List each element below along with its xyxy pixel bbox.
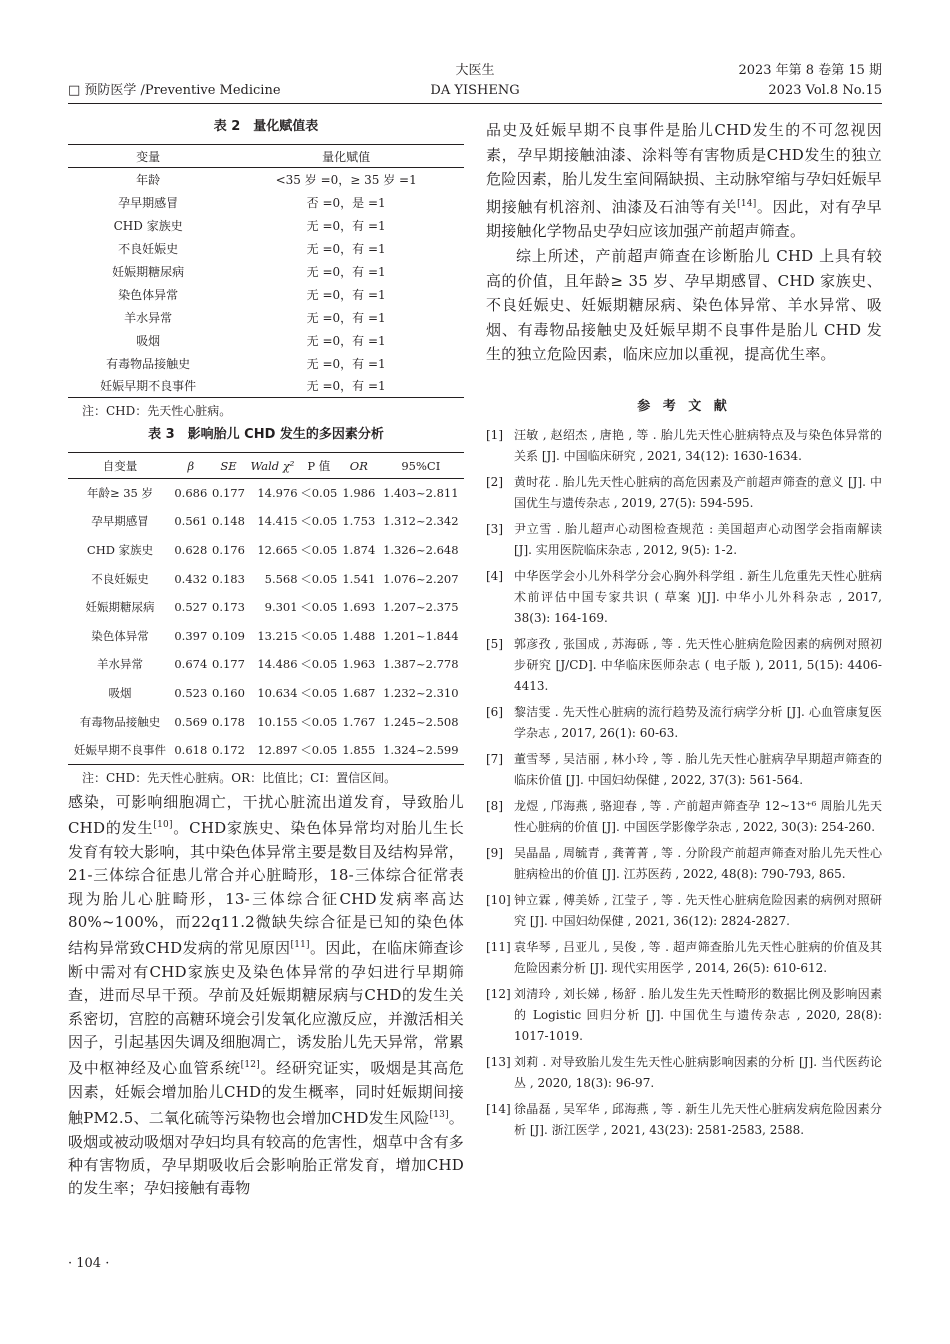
reference-number: [13] xyxy=(486,1054,511,1069)
table-cell: <35 岁 =0，≥ 35 岁 =1 xyxy=(275,172,417,187)
table-row xyxy=(68,507,464,536)
table-cell: ＜0.05 xyxy=(300,542,338,557)
table-row xyxy=(68,650,464,679)
table-cell: 0.109 xyxy=(212,628,245,643)
table-cell: 1.312~2.342 xyxy=(383,514,459,529)
table-cell: 1.687 xyxy=(342,685,376,700)
table-cell: 0.674 xyxy=(174,657,208,672)
body-text: 感染，可影响细胞凋亡，干扰心脏流出道发育，导致胎儿CHD的发生 xyxy=(68,792,464,838)
table-cell: 妊娠早期不良事件 xyxy=(68,736,172,765)
table-cell: 12.897 xyxy=(247,736,297,765)
table-cell: 染色体异常 xyxy=(118,287,179,302)
header-rule xyxy=(68,103,882,104)
table-row xyxy=(68,621,464,650)
table-row xyxy=(68,679,464,708)
table-cell: 0.172 xyxy=(210,736,248,765)
reference-number: [4] xyxy=(486,568,503,583)
body-text: 。因此，在临床筛查诊断中需对有CHD家族史及染色体异常的孕妇进行早期筛查，进而尽早干预。孕前及妊娠期糖尿病与CHD的发生关系密切，宫腔的高糖环境会引发氧化应激反应，并激活相关因子，引起基因失调及细胞凋亡，诱发胎儿先天异常，常累及中枢神经及心血管系统 xyxy=(68,939,464,1078)
reference-number: [12] xyxy=(486,986,511,1001)
table-cell: 无 =0，有 =1 xyxy=(306,264,386,279)
table-cell: 0.177 xyxy=(212,657,245,672)
table-cell: 0.397 xyxy=(174,628,208,643)
reference-item xyxy=(486,984,882,1047)
reference-text: 郭彦孜 , 张国成 , 苏海砾 , 等 . 先天性心脏病危险因素的病例对照初步研究 [J/CD]. 中华临床医师杂志 ( 电子版 ), 2011, 5(15): 4406-4413. xyxy=(514,636,882,693)
table-cell: 13.215 xyxy=(257,628,298,643)
table-cell: 染色体异常 xyxy=(91,628,149,643)
table-cell: 14.415 xyxy=(257,514,298,529)
reference-text: 袁华琴 , 吕亚儿 , 吴俊 , 等 . 超声筛查胎儿先天性心脏病的价值及其危险因素分析 [J]. 现代实用医学 , 2014, 26(5): 610-612. xyxy=(514,939,882,975)
issue-en: 2023 Vol.8 No.15 xyxy=(768,83,882,98)
table2-note: 注：CHD：先天性心脏病。 xyxy=(82,404,232,418)
table-cell: 1.232~2.310 xyxy=(383,685,459,700)
table-cell: 1.855 xyxy=(340,736,378,765)
table-cell: 不良妊娠史 xyxy=(118,241,179,256)
table-row xyxy=(68,329,464,352)
table3-header: 自变量 xyxy=(68,453,172,479)
table-cell: CHD 家族史 xyxy=(113,218,183,233)
table-cell: 羊水异常 xyxy=(97,657,143,672)
table-row xyxy=(68,593,464,622)
table-cell: 14.486 xyxy=(257,657,298,672)
table-cell: ＜0.05 xyxy=(300,657,338,672)
table-row xyxy=(68,564,464,593)
table-cell: 不良妊娠史 xyxy=(91,571,149,586)
reference-text: 黄时花 . 胎儿先天性心脏病的高危因素及产前超声筛查的意义 [J]. 中国优生与遗传杂志 , 2019, 27(5): 594-595. xyxy=(514,474,882,510)
reference-item xyxy=(486,937,882,979)
table-cell: 有毒物品接触史 xyxy=(79,714,161,729)
table-cell: 吸烟 xyxy=(108,685,132,700)
body-text: 。吸烟或被动吸烟对孕妇均具有较高的危害性，烟草中含有多种有害物质，孕早期吸收后会影响胎正常发育，增加CHD的发生率；孕妇接触有毒物 xyxy=(68,1109,465,1198)
body-text: 。CHD家族史、染色体异常均对胎儿生长发育有较大影响，其中染色体异常主要是数目及结构异常，21-三体综合征患儿常合并心脏畸形，18-三体综合征常表现为胎儿心脏畸形，13-三体综合征CHD发病率高达80%~100%，而22q11.2微缺失综合征是已知的染色体结构异常致CHD发病的常见原因 xyxy=(68,819,464,958)
table-cell: ＜0.05 xyxy=(300,514,338,529)
reference-item xyxy=(486,425,882,467)
table3-header: OR xyxy=(340,453,378,479)
table-cell: 0.527 xyxy=(174,600,208,615)
table3-title: 表 3 影响胎儿 CHD 发生的多因素分析 xyxy=(148,427,384,442)
table-cell: 0.173 xyxy=(212,600,245,615)
citation: [13] xyxy=(429,1110,449,1121)
table-cell: 14.976 xyxy=(257,486,298,501)
table-cell: 0.148 xyxy=(212,514,245,529)
table-cell: 无 =0，有 =1 xyxy=(306,218,386,233)
table-cell: CHD 家族史 xyxy=(86,542,154,557)
reference-text: 钟立霖 , 傅美娇 , 江莹子 , 等 . 先天性心脏病危险因素的病例对照研究 [J]. 中国妇幼保健 , 2021, 36(12): 2824-2827. xyxy=(514,892,882,928)
table-cell: 1.767 xyxy=(342,714,376,729)
table-cell: 孕早期感冒 xyxy=(91,514,149,529)
reference-number: [2] xyxy=(486,474,503,489)
table-cell: ＜0.05 xyxy=(300,714,338,729)
reference-number: [1] xyxy=(486,427,503,442)
table-row xyxy=(68,707,464,736)
table-cell: 0.628 xyxy=(174,542,208,557)
reference-item xyxy=(486,749,882,791)
table-cell: 1.874 xyxy=(342,542,376,557)
table3-header: β xyxy=(172,453,210,479)
table-cell: 1.753 xyxy=(342,514,376,529)
table-cell: 1.201~1.844 xyxy=(383,628,459,643)
table-cell: 1.403~2.811 xyxy=(383,486,459,501)
table-cell: 1.076~2.207 xyxy=(383,571,459,586)
left-body-paragraph xyxy=(68,791,464,1201)
citation: [12] xyxy=(240,1060,260,1071)
table-cell: 0.523 xyxy=(174,685,208,700)
reference-text: 黎洁雯 . 先天性心脏病的流行趋势及流行病学分析 [J]. 心血管康复医学杂志 , 2017, 26(1): 60-63. xyxy=(514,704,882,740)
reference-number: [9] xyxy=(486,845,503,860)
reference-text: 吴晶晶 , 周毓青 , 龚菁菁 , 等 . 分阶段产前超声筛查对胎儿先天性心脏病检出的价值 [J]. 江苏医药 , 2022, 48(8): 790-793, 865. xyxy=(514,845,882,881)
table-cell: 12.665 xyxy=(257,542,298,557)
left-column xyxy=(68,116,464,1201)
reference-text: 刘莉 . 对导致胎儿发生先天性心脏病影响因素的分析 [J]. 当代医药论丛 , 2020, 18(3): 96-97. xyxy=(514,1054,882,1090)
table-cell: 妊娠早期不良事件 xyxy=(68,375,228,398)
table-cell: ＜0.05 xyxy=(300,486,338,501)
table-cell: 无 =0，有 =1 xyxy=(306,310,386,325)
table-cell: 1.387~2.778 xyxy=(383,657,459,672)
table2 xyxy=(68,144,464,398)
table-row xyxy=(68,214,464,237)
table-cell: 年龄≥ 35 岁 xyxy=(86,486,154,501)
table-cell: 0.686 xyxy=(174,486,208,501)
table-cell: 1.207~2.375 xyxy=(383,600,459,615)
table-cell: ＜0.05 xyxy=(300,600,338,615)
journal-name-en: DA YISHENG xyxy=(430,83,520,98)
citation: [14] xyxy=(737,198,757,209)
reference-number: [14] xyxy=(486,1101,511,1116)
reference-number: [7] xyxy=(486,751,503,766)
table-cell: 年龄 xyxy=(136,172,161,187)
body-text: 。因此，对有孕早期接触化学物品史孕妇应该加强产前超声筛查。 xyxy=(486,197,882,241)
reference-item xyxy=(486,634,882,697)
reference-item xyxy=(486,843,882,885)
table-row xyxy=(68,736,464,765)
reference-number: [10] xyxy=(486,892,511,907)
table3-header: 95%CI xyxy=(378,453,464,479)
table-cell: 孕早期感冒 xyxy=(118,195,179,210)
reference-item xyxy=(486,796,882,838)
table-cell: ＜0.05 xyxy=(300,685,338,700)
table-cell: 10.634 xyxy=(257,685,298,700)
section-label: □ 预防医学 /Preventive Medicine xyxy=(68,83,281,98)
reference-number: [6] xyxy=(486,704,503,719)
reference-item xyxy=(486,519,882,561)
table-cell: 0.561 xyxy=(174,514,208,529)
table-cell: ＜0.05 xyxy=(300,628,338,643)
reference-item xyxy=(486,472,882,514)
table-cell: 1.245~2.508 xyxy=(383,714,459,729)
body-text: 品史及妊娠早期不良事件是胎儿CHD发生的不可忽视因素，孕早期接触油漆、涂料等有害物质是CHD发生的独立危险因素，胎儿发生室间隔缺损、主动脉窄缩与孕妇妊娠早期接触有机溶剂、油漆及石油等有关 xyxy=(486,121,882,216)
table-row xyxy=(68,352,464,375)
reference-text: 徐晶磊 , 吴军华 , 邱海燕 , 等 . 新生儿先天性心脏病发病危险因素分析 [J]. 浙江医学 , 2021, 43(23): 2581-2583, 2588. xyxy=(514,1101,882,1137)
table-cell: 0.432 xyxy=(174,571,208,586)
body-text: 。经研究证实，吸烟是其高危因素，妊娠会增加胎儿CHD的发生概率，同时妊娠期间接触PM2.5、二氧化硫等污染物也会增加CHD发生风险 xyxy=(68,1059,465,1128)
table-row xyxy=(68,306,464,329)
reference-text: 刘清玲 , 刘长娣 , 杨舒 . 胎儿发生先天性畸形的数据比例及影响因素的 Logistic 回归分析 [J]. 中国优生与遗传杂志 , 2020, 28(8): 1017-1019. xyxy=(514,986,882,1043)
table-cell: ＜0.05 xyxy=(300,571,338,586)
reference-item xyxy=(486,702,882,744)
table-cell: 0.176 xyxy=(212,542,245,557)
journal-name-cn: 大医生 xyxy=(455,63,495,78)
table2-title: 表 2 量化赋值表 xyxy=(213,119,319,134)
references-list xyxy=(486,425,882,1141)
conclusion-paragraph: 综上所述，产前超声筛查在诊断胎儿 CHD 上具有较高的价值，且年龄≥ 35 岁、孕早期感冒、CHD 家族史、不良妊娠史、妊娠期糖尿病、染色体异常、羊水异常、吸烟、有毒物品接触史及妊娠早期不良事件是胎儿 CHD 发生的独立危险因素，临床应加以重视，提高优生率。 xyxy=(486,246,882,364)
table-cell: 9.301 xyxy=(264,600,298,615)
right-column xyxy=(486,118,882,1146)
references-title: 参 考 文 献 xyxy=(637,398,731,414)
table-row xyxy=(68,191,464,214)
table-cell: 0.178 xyxy=(212,714,245,729)
reference-text: 尹立雪 . 胎儿超声心动图检查规范 : 美国超声心动图学会指南解读 [J]. 实用医院临床杂志 , 2012, 9(5): 1-2. xyxy=(514,521,882,557)
table-cell: 0.618 xyxy=(172,736,210,765)
citation: [11] xyxy=(290,940,310,951)
table-cell: 妊娠期糖尿病 xyxy=(85,600,155,615)
table3 xyxy=(68,452,464,765)
table-cell: 否 =0，是 =1 xyxy=(306,195,386,210)
page-number: · 104 · xyxy=(68,1256,110,1271)
table-cell: 无 =0，有 =1 xyxy=(228,375,464,398)
table-cell: 10.155 xyxy=(257,714,298,729)
table-cell: 0.183 xyxy=(212,571,245,586)
table-row xyxy=(68,283,464,306)
reference-item xyxy=(486,1052,882,1094)
table-row xyxy=(68,237,464,260)
table-row xyxy=(68,260,464,283)
citation: [10] xyxy=(153,820,173,831)
table-cell: 无 =0，有 =1 xyxy=(306,287,386,302)
table-cell: 1.324~2.599 xyxy=(378,736,464,765)
table-cell: 有毒物品接触史 xyxy=(106,356,191,371)
table3-header: P 值 xyxy=(298,453,340,479)
reference-text: 龙煜 , 邝海燕 , 骆迎春 , 等 . 产前超声筛查孕 12~13⁺⁶ 周胎儿先天性心脏病的价值 [J]. 中国医学影像学杂志 , 2022, 30(3): 254-260. xyxy=(514,798,882,834)
table-cell: 无 =0，有 =1 xyxy=(306,356,386,371)
table-cell: 1.541 xyxy=(342,571,376,586)
table-cell: 1.326~2.648 xyxy=(383,542,459,557)
reference-item xyxy=(486,890,882,932)
table-cell: 吸烟 xyxy=(136,333,161,348)
table-row xyxy=(68,375,464,398)
table-cell: 1.693 xyxy=(342,600,376,615)
reference-text: 董雪琴 , 吴洁丽 , 林小玲 , 等 . 胎儿先天性心脏病孕早期超声筛查的临床价值 [J]. 中国妇幼保健 , 2022, 37(3): 561-564. xyxy=(514,751,882,787)
table2-header: 变量 xyxy=(68,145,228,168)
table-cell: 1.986 xyxy=(342,486,376,501)
table-row xyxy=(68,168,464,191)
table-row xyxy=(68,536,464,565)
table2-header: 量化赋值 xyxy=(228,145,464,168)
table-cell: 无 =0，有 =1 xyxy=(306,333,386,348)
table-cell: 羊水异常 xyxy=(124,310,173,325)
reference-number: [5] xyxy=(486,636,503,651)
reference-text: 中华医学会小儿外科学分会心胸外科学组 . 新生儿危重先天性心脏病术前评估中国专家共识 ( 草案 )[J]. 中华小儿外科杂志 , 2017, 38(3): 164-169. xyxy=(514,568,882,625)
table3-note: 注：CHD：先天性心脏病。OR：比值比；CI：置信区间。 xyxy=(82,770,397,785)
table-cell: 1.963 xyxy=(342,657,376,672)
reference-number: [8] xyxy=(486,798,503,813)
table-cell: 无 =0，有 =1 xyxy=(306,241,386,256)
table-cell: 0.569 xyxy=(174,714,208,729)
reference-number: [3] xyxy=(486,521,503,536)
table-cell: ＜0.05 xyxy=(298,736,340,765)
reference-number: [11] xyxy=(486,939,511,954)
table-row xyxy=(68,479,464,508)
table-cell: 妊娠期糖尿病 xyxy=(112,264,185,279)
reference-text: 汪敏 , 赵绍杰 , 唐艳 , 等 . 胎儿先天性心脏病特点及与染色体异常的关系 [J]. 中国临床研究 , 2021, 34(12): 1630-1634. xyxy=(514,427,882,463)
table-cell: 1.488 xyxy=(342,628,376,643)
right-body-paragraph xyxy=(486,118,882,244)
reference-item xyxy=(486,1099,882,1141)
table3-header: SE xyxy=(210,453,248,479)
reference-item xyxy=(486,566,882,629)
table-cell: 0.160 xyxy=(212,685,245,700)
table-cell: 5.568 xyxy=(264,571,298,586)
page-header xyxy=(68,60,882,104)
table3-header: Wald χ² xyxy=(247,453,297,479)
issue-cn: 2023 年第 8 卷第 15 期 xyxy=(738,63,882,78)
table-cell: 0.177 xyxy=(212,486,245,501)
